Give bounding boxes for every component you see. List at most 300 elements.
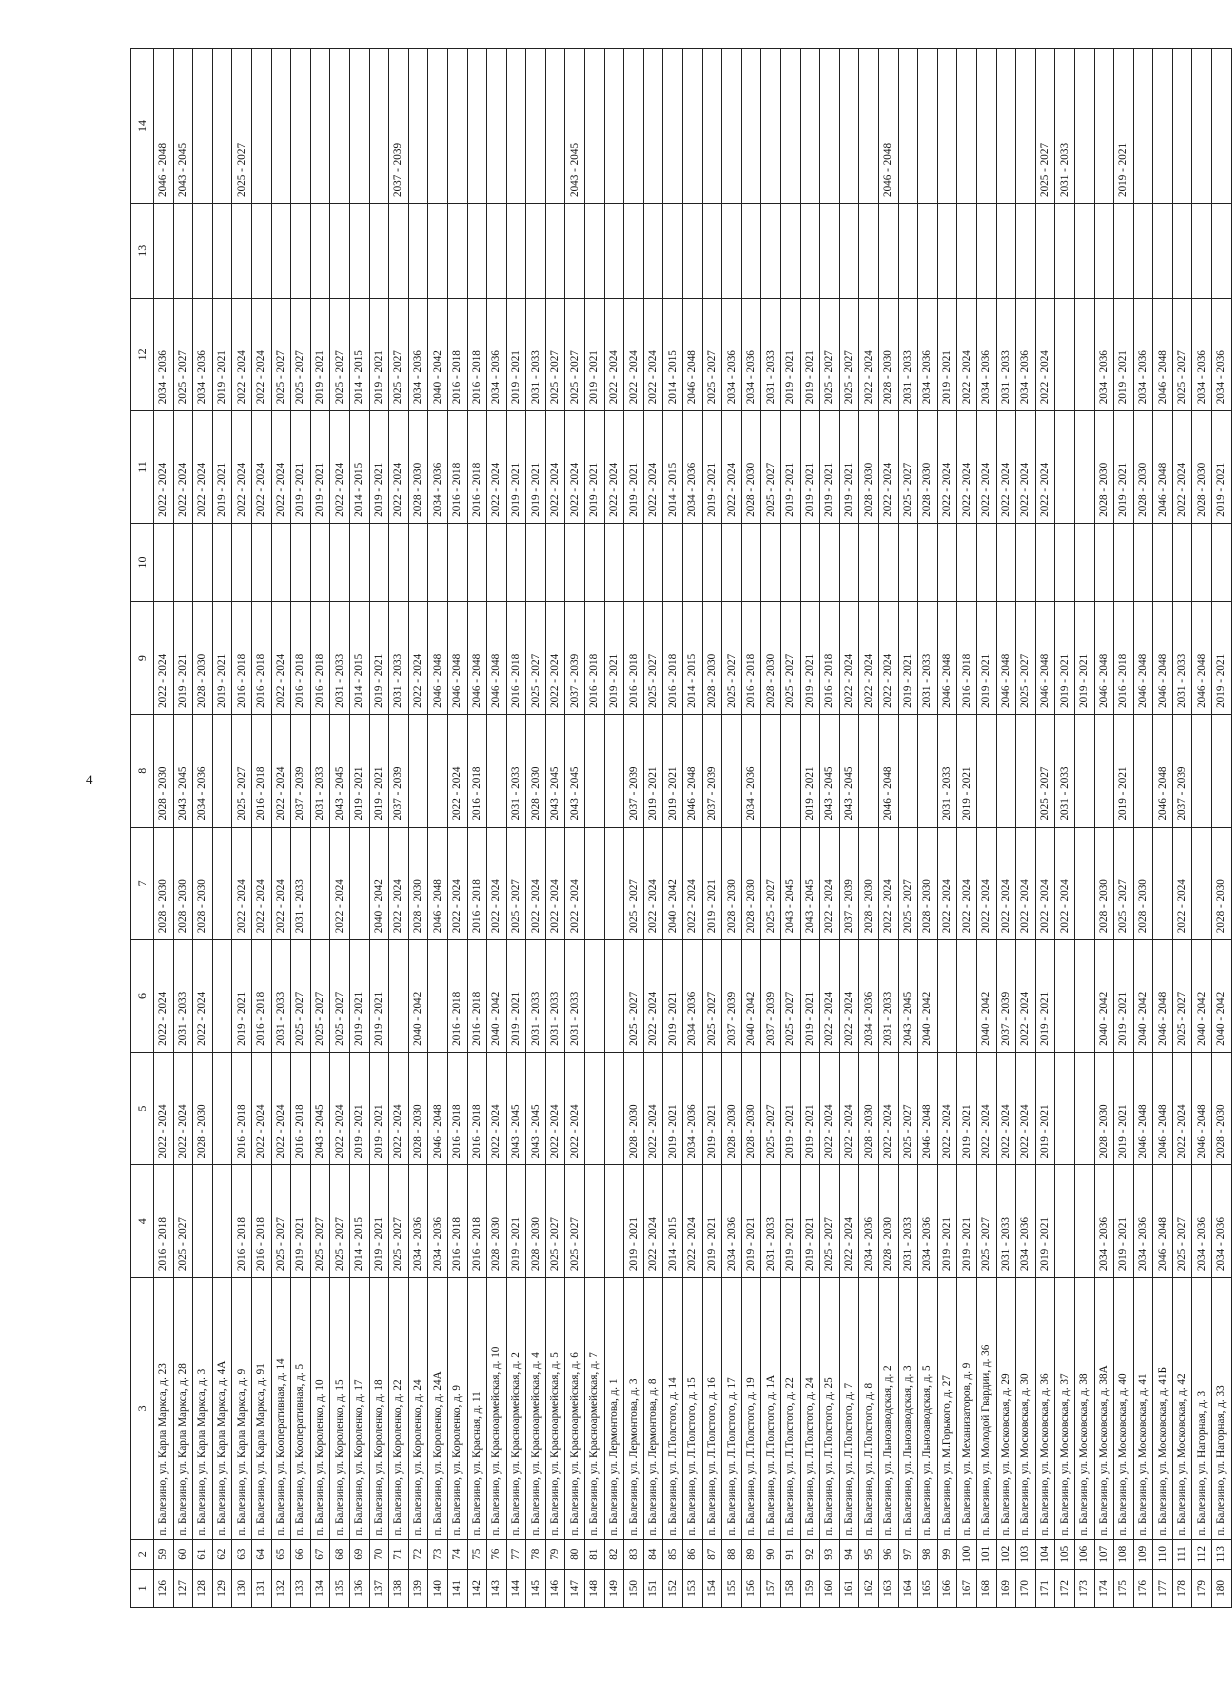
period-cell: 2025 - 2027 bbox=[310, 940, 330, 1053]
index-cell: 73 bbox=[428, 1539, 448, 1569]
period-cell bbox=[193, 1165, 213, 1278]
table-row bbox=[957, 49, 977, 1608]
table-row bbox=[173, 49, 193, 1608]
period-cell bbox=[937, 523, 957, 601]
period-cell: 2022 - 2024 bbox=[1016, 827, 1036, 940]
period-cell: 2019 - 2021 bbox=[1114, 714, 1134, 827]
period-cell bbox=[937, 940, 957, 1053]
period-cell: 2031 - 2033 bbox=[918, 602, 938, 715]
index-cell: 129 bbox=[212, 1569, 232, 1607]
period-cell: 2043 - 2045 bbox=[800, 827, 820, 940]
period-cell: 2028 - 2030 bbox=[1094, 411, 1114, 524]
period-cell bbox=[1055, 940, 1075, 1053]
period-cell: 2022 - 2024 bbox=[271, 714, 291, 827]
period-cell bbox=[545, 523, 565, 601]
index-cell: 173 bbox=[1074, 1569, 1094, 1607]
period-cell: 2022 - 2024 bbox=[604, 411, 624, 524]
table-row bbox=[800, 49, 820, 1608]
period-cell: 2046 - 2048 bbox=[1094, 602, 1114, 715]
period-cell: 2014 - 2015 bbox=[663, 298, 683, 411]
index-cell: 167 bbox=[957, 1569, 977, 1607]
period-cell bbox=[781, 714, 801, 827]
period-cell: 2022 - 2024 bbox=[232, 411, 252, 524]
period-cell: 2046 - 2048 bbox=[1153, 602, 1173, 715]
period-cell bbox=[1074, 204, 1094, 299]
period-cell: 2025 - 2027 bbox=[820, 1165, 840, 1278]
period-cell: 2016 - 2018 bbox=[467, 714, 487, 827]
period-cell: 2040 - 2042 bbox=[1192, 940, 1212, 1053]
index-cell: 75 bbox=[467, 1539, 487, 1569]
period-cell: 2019 - 2021 bbox=[1035, 940, 1055, 1053]
period-cell: 2022 - 2024 bbox=[487, 411, 507, 524]
period-cell bbox=[1055, 411, 1075, 524]
period-cell: 2037 - 2039 bbox=[389, 49, 409, 204]
period-cell: 2046 - 2048 bbox=[447, 602, 467, 715]
address-cell: п. Балезино, ул. Карла Маркса, д. 23 bbox=[154, 1278, 174, 1540]
period-cell: 2022 - 2024 bbox=[878, 602, 898, 715]
period-cell: 2028 - 2030 bbox=[1094, 827, 1114, 940]
address-cell: п. Балезино, ул. Лермонтова, д. 1 bbox=[604, 1278, 624, 1540]
index-cell: 160 bbox=[820, 1569, 840, 1607]
index-cell: 104 bbox=[1035, 1539, 1055, 1569]
period-cell: 2028 - 2030 bbox=[761, 602, 781, 715]
period-cell: 2022 - 2024 bbox=[604, 298, 624, 411]
period-cell: 2022 - 2024 bbox=[1035, 298, 1055, 411]
period-cell: 2028 - 2030 bbox=[408, 827, 428, 940]
header-cell: 4 bbox=[131, 1165, 154, 1278]
period-cell bbox=[526, 523, 546, 601]
period-cell bbox=[271, 49, 291, 204]
period-cell: 2022 - 2024 bbox=[976, 411, 996, 524]
address-cell: п. Балезино, ул. Короленко, д. 9 bbox=[447, 1278, 467, 1540]
period-cell bbox=[251, 49, 271, 204]
period-cell: 2022 - 2024 bbox=[722, 411, 742, 524]
address-cell: п. Балезино, ул. Московская, д. 30 bbox=[1016, 1278, 1036, 1540]
period-cell bbox=[918, 714, 938, 827]
period-cell: 2019 - 2021 bbox=[506, 1165, 526, 1278]
period-cell bbox=[212, 940, 232, 1053]
period-cell bbox=[1016, 714, 1036, 827]
address-cell: п. Балезино, ул. Московская, д. 41Б bbox=[1153, 1278, 1173, 1540]
table-row bbox=[781, 49, 801, 1608]
period-cell: 2046 - 2048 bbox=[1153, 714, 1173, 827]
period-cell: 2028 - 2030 bbox=[1192, 411, 1212, 524]
period-cell: 2019 - 2021 bbox=[937, 298, 957, 411]
index-cell: 105 bbox=[1055, 1539, 1075, 1569]
period-cell bbox=[526, 204, 546, 299]
period-cell: 2019 - 2021 bbox=[585, 298, 605, 411]
period-cell bbox=[722, 714, 742, 827]
period-cell: 2043 - 2045 bbox=[565, 49, 585, 204]
period-cell: 2043 - 2045 bbox=[781, 827, 801, 940]
period-cell: 2046 - 2048 bbox=[1153, 940, 1173, 1053]
period-cell: 2043 - 2045 bbox=[820, 714, 840, 827]
period-cell: 2028 - 2030 bbox=[408, 1052, 428, 1165]
period-cell bbox=[212, 827, 232, 940]
period-cell: 2046 - 2048 bbox=[428, 827, 448, 940]
period-cell bbox=[859, 523, 879, 601]
period-cell bbox=[506, 523, 526, 601]
period-cell: 2028 - 2030 bbox=[859, 827, 879, 940]
period-cell: 2046 - 2048 bbox=[1133, 602, 1153, 715]
period-cell bbox=[154, 523, 174, 601]
period-cell bbox=[800, 204, 820, 299]
period-cell bbox=[1074, 1165, 1094, 1278]
period-cell: 2028 - 2030 bbox=[702, 602, 722, 715]
period-cell: 2016 - 2018 bbox=[154, 1165, 174, 1278]
period-cell: 2037 - 2039 bbox=[389, 714, 409, 827]
period-cell: 2025 - 2027 bbox=[565, 1165, 585, 1278]
table-row bbox=[565, 49, 585, 1608]
period-cell: 2028 - 2030 bbox=[526, 714, 546, 827]
period-cell: 2028 - 2030 bbox=[722, 827, 742, 940]
period-cell: 2025 - 2027 bbox=[898, 1052, 918, 1165]
period-cell: 2014 - 2015 bbox=[349, 298, 369, 411]
index-cell: 82 bbox=[604, 1539, 624, 1569]
period-cell: 2025 - 2027 bbox=[1035, 49, 1055, 204]
period-cell: 2025 - 2027 bbox=[330, 298, 350, 411]
period-cell bbox=[976, 523, 996, 601]
period-cell bbox=[604, 827, 624, 940]
period-cell: 2031 - 2033 bbox=[330, 602, 350, 715]
index-cell: 130 bbox=[232, 1569, 252, 1607]
index-cell: 78 bbox=[526, 1539, 546, 1569]
period-cell: 2019 - 2021 bbox=[702, 1165, 722, 1278]
table-row bbox=[996, 49, 1016, 1608]
period-cell bbox=[251, 523, 271, 601]
period-cell bbox=[1055, 204, 1075, 299]
index-cell: 141 bbox=[447, 1569, 467, 1607]
period-cell: 2028 - 2030 bbox=[526, 1165, 546, 1278]
period-cell bbox=[859, 204, 879, 299]
period-cell: 2034 - 2036 bbox=[1016, 1165, 1036, 1278]
address-cell: п. Балезино, ул. Короленко, д. 15 bbox=[330, 1278, 350, 1540]
index-cell: 157 bbox=[761, 1569, 781, 1607]
period-cell: 2022 - 2024 bbox=[408, 602, 428, 715]
period-cell: 2022 - 2024 bbox=[878, 827, 898, 940]
period-cell bbox=[1153, 49, 1173, 204]
period-cell: 2034 - 2036 bbox=[154, 298, 174, 411]
index-cell: 126 bbox=[154, 1569, 174, 1607]
period-cell: 2034 - 2036 bbox=[487, 298, 507, 411]
index-cell: 170 bbox=[1016, 1569, 1036, 1607]
index-cell: 77 bbox=[506, 1539, 526, 1569]
period-cell: 2022 - 2024 bbox=[526, 827, 546, 940]
period-cell: 2016 - 2018 bbox=[251, 1165, 271, 1278]
address-cell: п. Балезино, ул. Л.Толстого, д. 15 bbox=[683, 1278, 703, 1540]
period-cell: 2019 - 2021 bbox=[624, 411, 644, 524]
period-cell bbox=[1153, 523, 1173, 601]
index-cell: 147 bbox=[565, 1569, 585, 1607]
period-cell bbox=[722, 49, 742, 204]
period-cell: 2031 - 2033 bbox=[173, 940, 193, 1053]
period-cell: 2031 - 2033 bbox=[1172, 602, 1192, 715]
period-cell: 2040 - 2042 bbox=[918, 940, 938, 1053]
address-cell: п. Балезино, ул. Льнозаводская, д. 2 bbox=[878, 1278, 898, 1540]
period-cell: 2022 - 2024 bbox=[859, 602, 879, 715]
period-cell bbox=[310, 523, 330, 601]
period-cell: 2022 - 2024 bbox=[330, 411, 350, 524]
period-cell bbox=[232, 523, 252, 601]
period-cell bbox=[526, 49, 546, 204]
address-cell: п. Балезино, ул. Короленко, д. 10 bbox=[310, 1278, 330, 1540]
index-cell: 164 bbox=[898, 1569, 918, 1607]
period-cell: 2031 - 2033 bbox=[526, 298, 546, 411]
period-cell: 2019 - 2021 bbox=[781, 1165, 801, 1278]
index-cell: 176 bbox=[1133, 1569, 1153, 1607]
period-cell: 2031 - 2033 bbox=[898, 298, 918, 411]
index-cell: 133 bbox=[291, 1569, 311, 1607]
table-row bbox=[604, 49, 624, 1608]
period-cell: 2019 - 2021 bbox=[820, 411, 840, 524]
period-cell: 2034 - 2036 bbox=[1094, 298, 1114, 411]
period-cell: 2046 - 2048 bbox=[428, 1052, 448, 1165]
period-cell bbox=[349, 204, 369, 299]
index-cell: 79 bbox=[545, 1539, 565, 1569]
period-cell: 2022 - 2024 bbox=[839, 940, 859, 1053]
period-cell: 2016 - 2018 bbox=[1114, 602, 1134, 715]
index-cell: 171 bbox=[1035, 1569, 1055, 1607]
table-row bbox=[291, 49, 311, 1608]
index-cell: 155 bbox=[722, 1569, 742, 1607]
period-cell: 2025 - 2027 bbox=[976, 1165, 996, 1278]
index-cell: 92 bbox=[800, 1539, 820, 1569]
period-cell: 2046 - 2048 bbox=[1153, 1052, 1173, 1165]
period-cell: 2019 - 2021 bbox=[957, 714, 977, 827]
period-cell: 2014 - 2015 bbox=[663, 1165, 683, 1278]
period-cell: 2022 - 2024 bbox=[271, 602, 291, 715]
period-cell: 2019 - 2021 bbox=[232, 940, 252, 1053]
period-cell bbox=[271, 523, 291, 601]
period-cell: 2034 - 2036 bbox=[741, 714, 761, 827]
period-cell: 2046 - 2048 bbox=[937, 602, 957, 715]
period-cell bbox=[1212, 49, 1232, 204]
period-cell bbox=[251, 204, 271, 299]
table-row bbox=[918, 49, 938, 1608]
period-cell: 2016 - 2018 bbox=[467, 298, 487, 411]
table-row bbox=[330, 49, 350, 1608]
table-row bbox=[1133, 49, 1153, 1608]
period-cell: 2022 - 2024 bbox=[839, 1165, 859, 1278]
period-cell: 2034 - 2036 bbox=[722, 1165, 742, 1278]
period-cell: 2034 - 2036 bbox=[683, 940, 703, 1053]
period-cell: 2037 - 2039 bbox=[291, 714, 311, 827]
period-cell: 2040 - 2042 bbox=[408, 940, 428, 1053]
period-cell bbox=[232, 204, 252, 299]
period-cell: 2019 - 2021 bbox=[800, 602, 820, 715]
period-cell: 2046 - 2048 bbox=[1133, 1052, 1153, 1165]
address-cell: п. Балезино, ул. Нагорная, д. 33 bbox=[1212, 1278, 1232, 1540]
period-cell bbox=[683, 49, 703, 204]
period-cell bbox=[212, 1052, 232, 1165]
period-cell: 2040 - 2042 bbox=[1094, 940, 1114, 1053]
period-cell: 2022 - 2024 bbox=[565, 1052, 585, 1165]
period-cell bbox=[369, 523, 389, 601]
period-cell bbox=[898, 714, 918, 827]
period-cell: 2019 - 2021 bbox=[781, 298, 801, 411]
index-cell: 166 bbox=[937, 1569, 957, 1607]
period-cell bbox=[585, 1165, 605, 1278]
header-cell: 9 bbox=[131, 602, 154, 715]
period-cell bbox=[702, 49, 722, 204]
period-cell bbox=[1094, 523, 1114, 601]
address-cell: п. Балезино, ул. Московская, д. 42 bbox=[1172, 1278, 1192, 1540]
period-cell: 2019 - 2021 bbox=[212, 411, 232, 524]
index-cell: 85 bbox=[663, 1539, 683, 1569]
period-cell: 2019 - 2021 bbox=[781, 1052, 801, 1165]
period-cell: 2022 - 2024 bbox=[545, 827, 565, 940]
address-cell: п. Балезино, ул. Л.Толстого, д. 24 bbox=[800, 1278, 820, 1540]
period-cell bbox=[1133, 49, 1153, 204]
period-cell bbox=[173, 523, 193, 601]
period-cell: 2028 - 2030 bbox=[173, 827, 193, 940]
period-cell: 2037 - 2039 bbox=[839, 827, 859, 940]
period-cell: 2031 - 2033 bbox=[761, 298, 781, 411]
period-cell: 2025 - 2027 bbox=[1172, 1165, 1192, 1278]
index-cell: 95 bbox=[859, 1539, 879, 1569]
period-cell: 2028 - 2030 bbox=[918, 411, 938, 524]
index-cell: 63 bbox=[232, 1539, 252, 1569]
header-cell: 7 bbox=[131, 827, 154, 940]
period-cell: 2022 - 2024 bbox=[447, 827, 467, 940]
period-cell: 2022 - 2024 bbox=[820, 1052, 840, 1165]
period-cell: 2022 - 2024 bbox=[937, 1052, 957, 1165]
address-cell: п. Балезино, ул. Короленко, д. 24 bbox=[408, 1278, 428, 1540]
period-cell bbox=[565, 204, 585, 299]
period-cell bbox=[389, 940, 409, 1053]
period-cell: 2043 - 2045 bbox=[545, 714, 565, 827]
index-cell: 145 bbox=[526, 1569, 546, 1607]
period-cell: 2022 - 2024 bbox=[957, 298, 977, 411]
period-cell: 2022 - 2024 bbox=[643, 1052, 663, 1165]
period-cell: 2025 - 2027 bbox=[702, 298, 722, 411]
period-cell: 2046 - 2048 bbox=[1192, 1052, 1212, 1165]
period-cell bbox=[624, 523, 644, 601]
period-cell bbox=[839, 523, 859, 601]
period-cell: 2022 - 2024 bbox=[683, 827, 703, 940]
period-cell: 2031 - 2033 bbox=[506, 714, 526, 827]
period-cell bbox=[663, 523, 683, 601]
address-cell: п. Балезино, ул. Кооперативная, д. 5 bbox=[291, 1278, 311, 1540]
period-cell bbox=[585, 204, 605, 299]
period-cell: 2022 - 2024 bbox=[154, 411, 174, 524]
period-cell bbox=[349, 49, 369, 204]
period-cell: 2025 - 2027 bbox=[722, 602, 742, 715]
period-cell bbox=[741, 204, 761, 299]
period-cell: 2016 - 2018 bbox=[232, 602, 252, 715]
period-cell: 2034 - 2036 bbox=[1212, 298, 1232, 411]
address-cell: п. Балезино, ул. Л.Толстого, д. 1А bbox=[761, 1278, 781, 1540]
period-cell bbox=[604, 49, 624, 204]
period-cell bbox=[212, 204, 232, 299]
address-cell: п. Балезино, ул. Московская, д. 38А bbox=[1094, 1278, 1114, 1540]
period-cell: 2019 - 2021 bbox=[957, 1165, 977, 1278]
period-cell: 2028 - 2030 bbox=[408, 411, 428, 524]
period-cell: 2028 - 2030 bbox=[193, 1052, 213, 1165]
address-cell: п. Балезино, ул. Л.Толстого, д. 22 bbox=[781, 1278, 801, 1540]
table-row bbox=[937, 49, 957, 1608]
period-cell: 2025 - 2027 bbox=[702, 940, 722, 1053]
period-cell: 2025 - 2027 bbox=[389, 1165, 409, 1278]
period-cell bbox=[878, 523, 898, 601]
index-cell: 61 bbox=[193, 1539, 213, 1569]
period-cell: 2019 - 2021 bbox=[781, 411, 801, 524]
period-cell: 2019 - 2021 bbox=[663, 714, 683, 827]
address-cell: п. Балезино, ул. Красноармейская, д. 10 bbox=[487, 1278, 507, 1540]
period-cell: 2022 - 2024 bbox=[251, 411, 271, 524]
period-cell bbox=[447, 49, 467, 204]
period-cell: 2022 - 2024 bbox=[996, 827, 1016, 940]
period-cell: 2022 - 2024 bbox=[251, 298, 271, 411]
table-row bbox=[722, 49, 742, 1608]
table-row bbox=[310, 49, 330, 1608]
period-cell bbox=[702, 204, 722, 299]
period-cell bbox=[1192, 523, 1212, 601]
period-cell: 2031 - 2033 bbox=[526, 940, 546, 1053]
period-cell: 2022 - 2024 bbox=[976, 827, 996, 940]
index-cell: 98 bbox=[918, 1539, 938, 1569]
period-cell bbox=[1212, 714, 1232, 827]
address-cell: п. Балезино, ул. Л.Толстого, д. 25 bbox=[820, 1278, 840, 1540]
period-cell bbox=[212, 1165, 232, 1278]
period-cell: 2022 - 2024 bbox=[1172, 827, 1192, 940]
period-cell bbox=[643, 523, 663, 601]
table-row bbox=[1212, 49, 1232, 1608]
period-cell: 2019 - 2021 bbox=[369, 298, 389, 411]
index-cell: 100 bbox=[957, 1539, 977, 1569]
table-row bbox=[349, 49, 369, 1608]
period-cell: 2019 - 2021 bbox=[800, 1165, 820, 1278]
period-cell bbox=[643, 49, 663, 204]
period-cell bbox=[604, 714, 624, 827]
address-cell: п. Балезино, ул. Нагорная, д. 3 bbox=[1192, 1278, 1212, 1540]
period-cell bbox=[1212, 523, 1232, 601]
period-cell bbox=[487, 204, 507, 299]
index-cell: 168 bbox=[976, 1569, 996, 1607]
table-row bbox=[467, 49, 487, 1608]
address-cell: п. Балезино, ул. Московская, д. 36 bbox=[1035, 1278, 1055, 1540]
period-cell: 2028 - 2030 bbox=[193, 827, 213, 940]
table-row bbox=[545, 49, 565, 1608]
index-cell: 111 bbox=[1172, 1539, 1192, 1569]
period-cell: 2014 - 2015 bbox=[349, 1165, 369, 1278]
period-cell bbox=[781, 204, 801, 299]
period-cell bbox=[643, 204, 663, 299]
index-cell: 151 bbox=[643, 1569, 663, 1607]
period-cell: 2022 - 2024 bbox=[389, 411, 409, 524]
period-cell bbox=[487, 714, 507, 827]
period-cell: 2022 - 2024 bbox=[232, 827, 252, 940]
table-row bbox=[1074, 49, 1094, 1608]
period-cell: 2046 - 2048 bbox=[428, 602, 448, 715]
period-cell bbox=[585, 940, 605, 1053]
period-cell: 2014 - 2015 bbox=[349, 411, 369, 524]
table-row bbox=[193, 49, 213, 1608]
repair-schedule-table bbox=[130, 48, 1232, 1608]
period-cell: 2019 - 2021 bbox=[800, 940, 820, 1053]
period-cell: 2034 - 2036 bbox=[1192, 1165, 1212, 1278]
address-cell: п. Балезино, ул. Московская, д. 41 bbox=[1133, 1278, 1153, 1540]
period-cell: 2019 - 2021 bbox=[369, 411, 389, 524]
period-cell: 2043 - 2045 bbox=[526, 1052, 546, 1165]
period-cell: 2028 - 2030 bbox=[1094, 1052, 1114, 1165]
index-cell: 159 bbox=[800, 1569, 820, 1607]
header-cell: 6 bbox=[131, 940, 154, 1053]
period-cell: 2043 - 2045 bbox=[506, 1052, 526, 1165]
period-cell: 2034 - 2036 bbox=[193, 714, 213, 827]
period-cell: 2040 - 2042 bbox=[741, 940, 761, 1053]
period-cell: 2022 - 2024 bbox=[683, 1165, 703, 1278]
